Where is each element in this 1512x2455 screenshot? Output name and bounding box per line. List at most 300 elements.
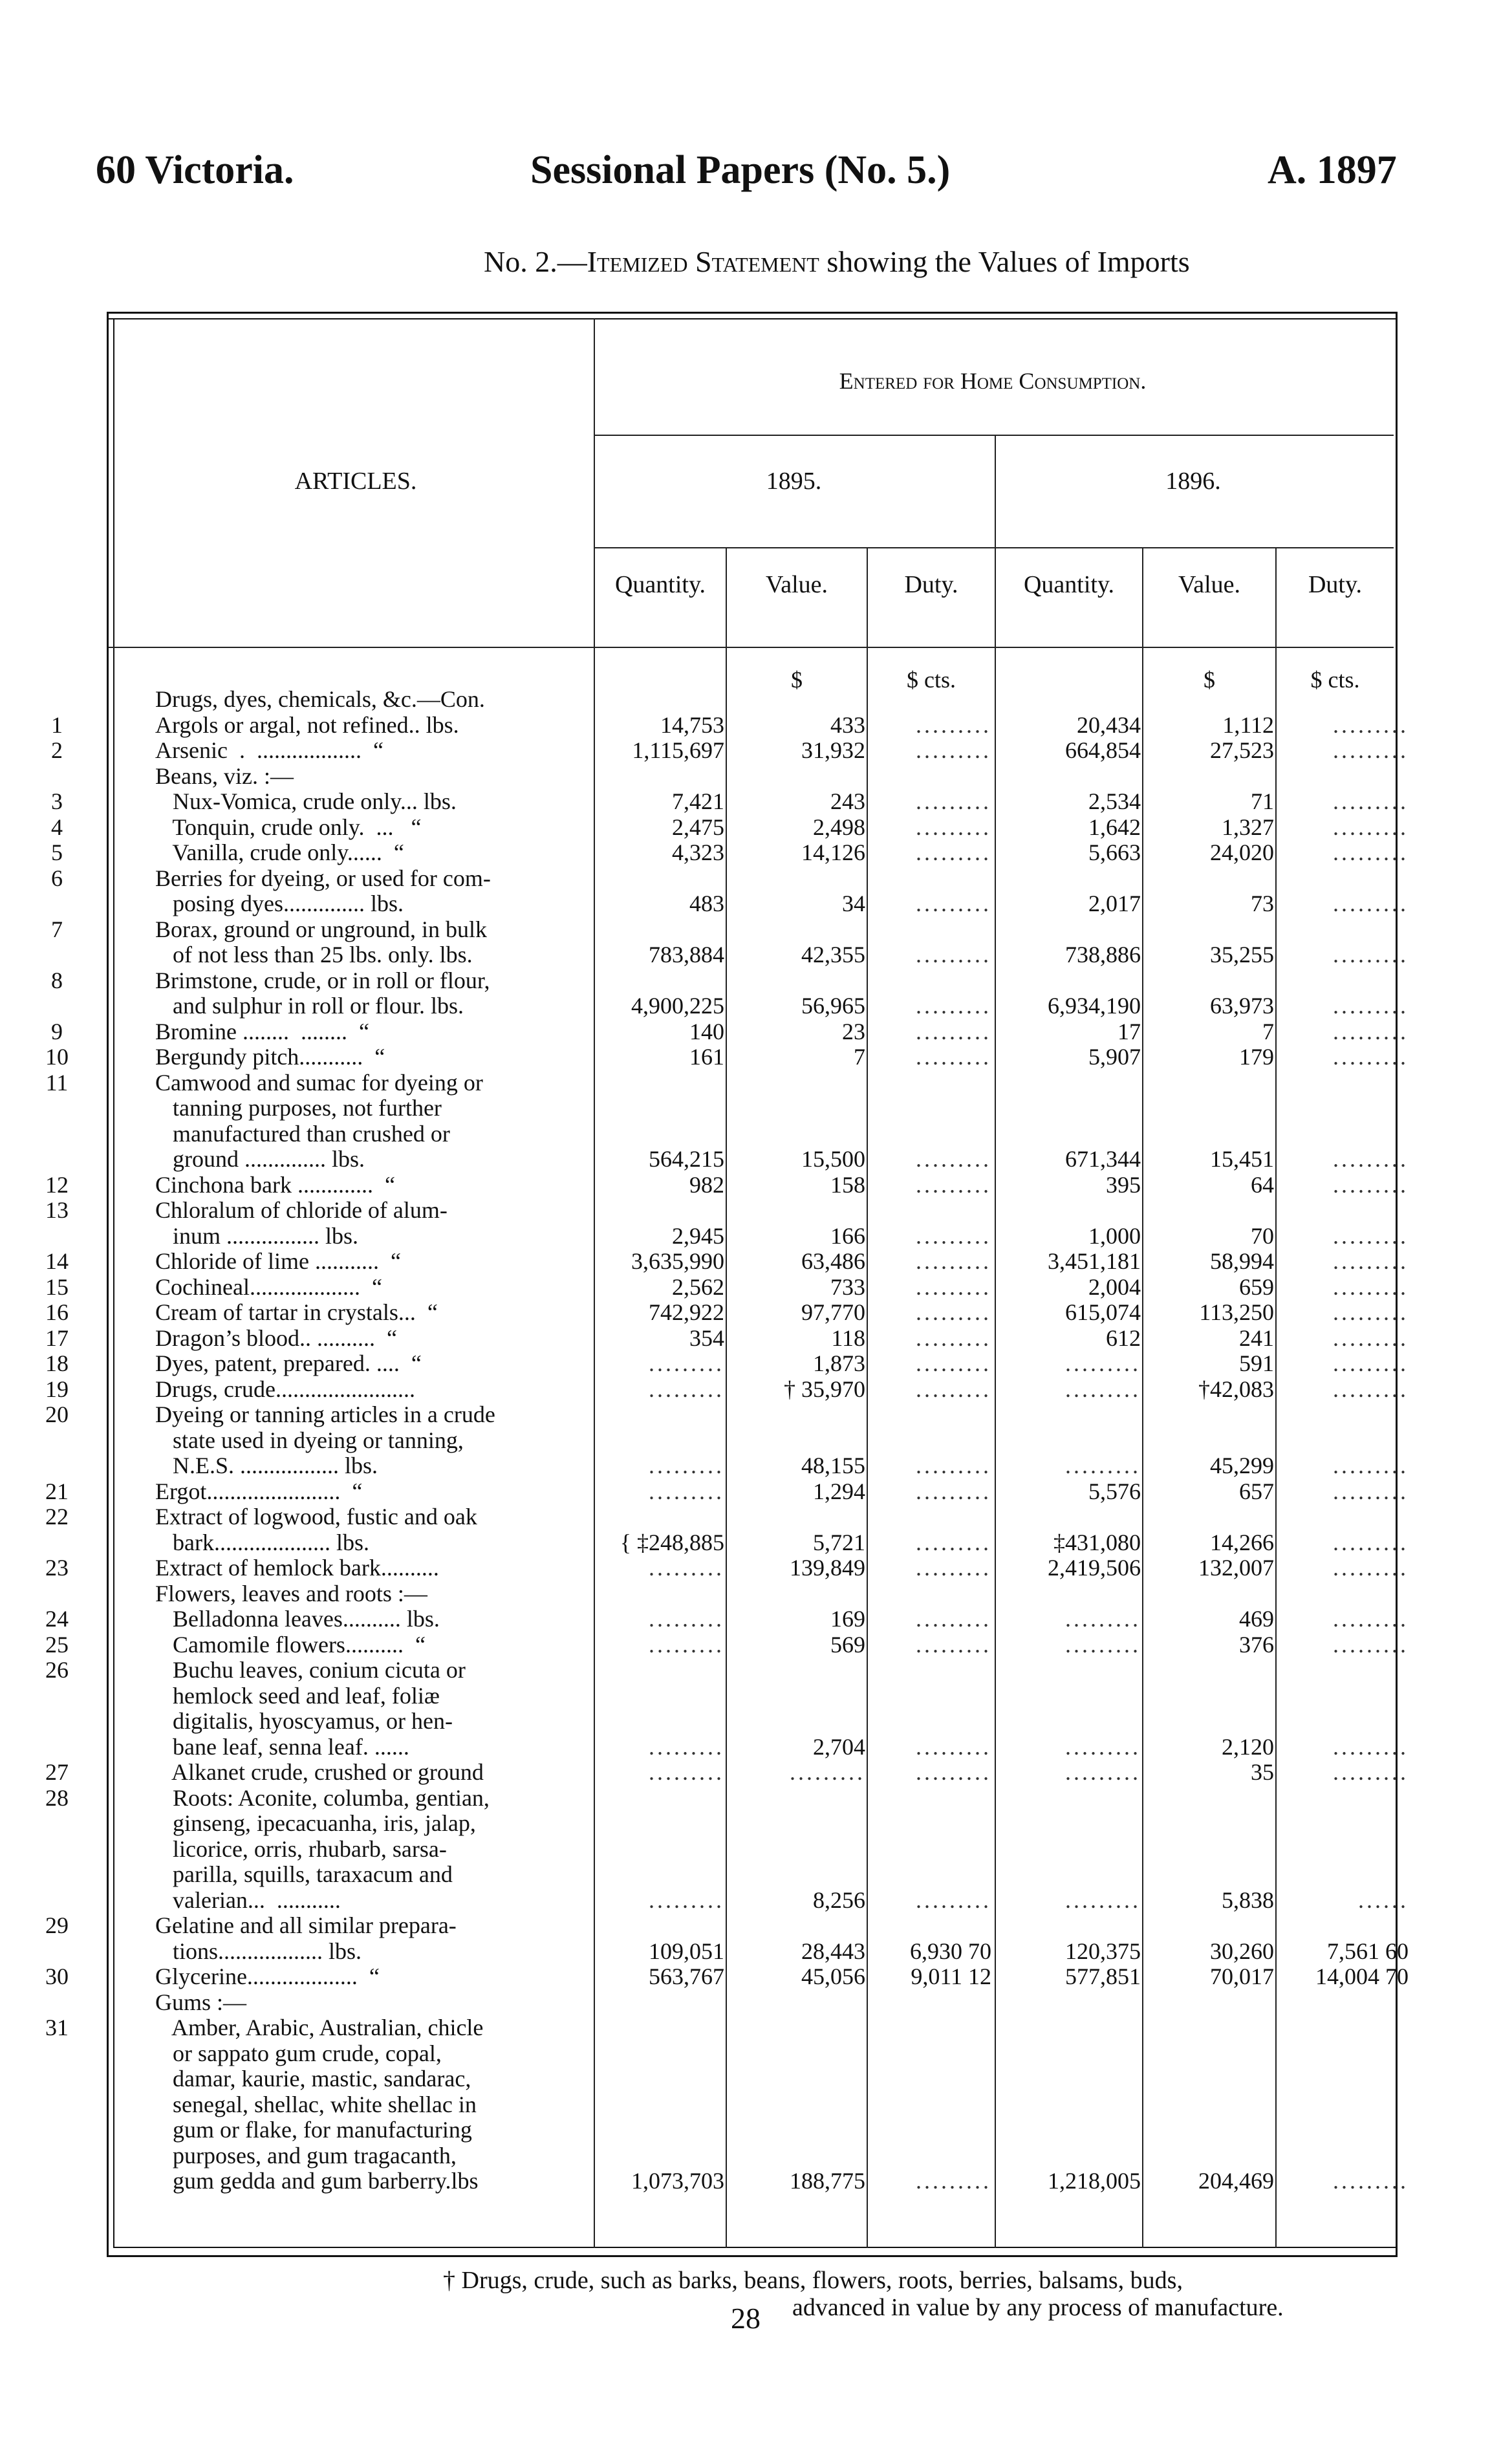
table-row xyxy=(0,1606,1512,1632)
article-line: Arsenic . .................. “ xyxy=(155,737,383,763)
quantity-1895: ......... xyxy=(649,1733,724,1760)
value-1896: 58,994 xyxy=(1210,1248,1274,1274)
value-1895: 34 xyxy=(842,891,865,916)
quantity-1895: 982 xyxy=(689,1171,724,1198)
row-number: 9 xyxy=(51,1018,63,1044)
table-row xyxy=(0,815,1512,841)
article-line: Gums :— xyxy=(155,1989,247,2015)
quantity-1895: 2,945 xyxy=(672,1222,724,1249)
duty-1896: ......... xyxy=(1333,1222,1409,1249)
duty-1895: ......... xyxy=(916,1453,991,1478)
duty-1895: 6,930 70 xyxy=(910,1938,991,1964)
duty-1896: ......... xyxy=(1333,1146,1409,1172)
article-line: bane leaf, senna leaf. ...... xyxy=(155,1733,409,1760)
unit-duty-1896: $ cts. xyxy=(1310,667,1360,693)
article-description xyxy=(155,789,595,815)
article-line: parilla, squills, taraxacum and xyxy=(155,1861,453,1887)
article-line: tanning purposes, not further xyxy=(155,1095,442,1121)
article-description xyxy=(155,917,595,968)
table-row xyxy=(0,1300,1512,1326)
article-line: ground .............. lbs. xyxy=(155,1146,365,1172)
table-row xyxy=(0,738,1512,764)
value-1895: 5,721 xyxy=(813,1529,865,1555)
value-1896: 657 xyxy=(1239,1478,1274,1504)
table-row xyxy=(0,1990,1512,2016)
article-line: Ergot....................... “ xyxy=(155,1478,363,1504)
value-1895: 139,849 xyxy=(790,1555,865,1581)
value-1895: 31,932 xyxy=(801,737,865,763)
quantity-1896: 738,886 xyxy=(1065,942,1141,968)
article-line: manufactured than crushed or xyxy=(155,1120,450,1147)
duty-1895: ......... xyxy=(916,1018,991,1044)
duty-1895: ......... xyxy=(916,737,991,763)
article-line: gum or flake, for manufacturing xyxy=(155,2117,472,2143)
article-line: bark.................... lbs. xyxy=(155,1529,369,1555)
row-number: 27 xyxy=(45,1759,69,1785)
duty-1896: ......... xyxy=(1333,1759,1409,1785)
duty-1896: ......... xyxy=(1333,1631,1409,1658)
footnote xyxy=(443,2267,1387,2321)
header-rule xyxy=(594,435,1394,436)
article-description xyxy=(155,1377,595,1403)
article-line: Glycerine................... “ xyxy=(155,1963,380,1989)
article-description xyxy=(155,2015,595,2194)
value-1896: 35,255 xyxy=(1210,942,1274,968)
value-1895: 23 xyxy=(842,1018,865,1044)
table-row xyxy=(0,764,1512,790)
quantity-1896: 17 xyxy=(1118,1018,1141,1044)
value-1895: 1,873 xyxy=(813,1350,865,1376)
value-1896: 469 xyxy=(1239,1606,1274,1632)
value-1896: 70 xyxy=(1251,1222,1274,1249)
article-line: Chloralum of chloride of alum- xyxy=(155,1197,448,1223)
article-line: Extract of hemlock bark.......... xyxy=(155,1555,439,1581)
duty-1895: ......... xyxy=(916,1887,991,1913)
value-1896: 1,327 xyxy=(1222,814,1274,840)
quantity-1896: 671,344 xyxy=(1065,1146,1141,1172)
table-row xyxy=(0,1402,1512,1479)
table-row xyxy=(0,917,1512,968)
duty-1896: ......... xyxy=(1333,942,1409,968)
duty-1895: ......... xyxy=(916,1555,991,1581)
row-number: 19 xyxy=(45,1376,69,1402)
quantity-1895: 4,323 xyxy=(672,839,724,865)
article-line: damar, kaurie, mastic, sandarac, xyxy=(155,2066,471,2092)
row-number: 22 xyxy=(45,1504,69,1530)
value-1896: 24,020 xyxy=(1210,839,1274,865)
article-description xyxy=(155,1760,595,1786)
quantity-1896: ......... xyxy=(1065,1350,1141,1376)
value-1895: † 35,970 xyxy=(784,1376,865,1402)
article-line: Dyes, patent, prepared. .... “ xyxy=(155,1350,422,1376)
duty-1896: ......... xyxy=(1333,814,1409,840)
duty-1895: ......... xyxy=(916,1478,991,1504)
quantity-1895: 1,115,697 xyxy=(632,737,724,763)
article-description xyxy=(155,1786,595,1914)
article-line: and sulphur in roll or flour. lbs. xyxy=(155,993,464,1019)
value-1895: ......... xyxy=(790,1759,865,1785)
quantity-1896: 2,017 xyxy=(1088,891,1141,916)
row-number: 13 xyxy=(45,1197,69,1223)
quantity-1895: ......... xyxy=(649,1631,724,1658)
duty-1895: ......... xyxy=(916,1376,991,1402)
row-number: 18 xyxy=(45,1350,69,1376)
article-line: N.E.S. ................. lbs. xyxy=(155,1453,378,1478)
article-line: Chloride of lime ........... “ xyxy=(155,1248,401,1274)
article-line: purposes, and gum tragacanth, xyxy=(155,2142,457,2168)
article-line: Berries for dyeing, or used for com- xyxy=(155,865,491,891)
value-1896: 7 xyxy=(1262,1018,1274,1044)
table-row xyxy=(0,1479,1512,1505)
duty-1895: ......... xyxy=(916,993,991,1019)
value-1896: 35 xyxy=(1251,1759,1274,1785)
article-line: Borax, ground or unground, in bulk xyxy=(155,916,487,942)
value-1896: 45,299 xyxy=(1210,1453,1274,1478)
article-description xyxy=(155,1300,595,1326)
header-session: 60 Victoria. xyxy=(96,148,294,192)
quantity-1896: ‡431,080 xyxy=(1053,1529,1141,1555)
quantity-1895: ......... xyxy=(649,1606,724,1632)
header-rule xyxy=(594,547,1394,548)
duty-1895: ......... xyxy=(916,711,991,738)
duty-1895: ......... xyxy=(916,1299,991,1325)
row-number: 11 xyxy=(45,1069,69,1096)
quantity-1896: 5,663 xyxy=(1088,839,1141,865)
article-line: or sappato gum crude, copal, xyxy=(155,2040,442,2066)
duty-1896: ......... xyxy=(1333,788,1409,814)
value-1895: 7 xyxy=(854,1044,865,1070)
article-line: posing dyes.............. lbs. xyxy=(155,891,404,916)
duty-1896: ......... xyxy=(1333,993,1409,1019)
article-line: Cinchona bark ............. “ xyxy=(155,1171,395,1198)
quantity-1895: 783,884 xyxy=(649,942,724,968)
duty-1896: ......... xyxy=(1333,1248,1409,1274)
value-1896: 204,469 xyxy=(1198,2168,1274,2194)
header-rule xyxy=(109,647,1394,648)
quantity-1895: 483 xyxy=(689,891,724,916)
duty-1896: ......... xyxy=(1333,1606,1409,1632)
duty-1895: ......... xyxy=(916,1248,991,1274)
subheader-quantity-1895: Quantity. xyxy=(614,571,706,598)
value-1895: 188,775 xyxy=(790,2168,865,2194)
table-row xyxy=(0,1377,1512,1403)
value-1895: 569 xyxy=(830,1631,865,1658)
unit-duty-1895: $ cts. xyxy=(907,667,956,693)
table-row xyxy=(0,1658,1512,1760)
table-row xyxy=(0,840,1512,866)
row-number: 17 xyxy=(45,1325,69,1351)
value-1896: 5,838 xyxy=(1222,1887,1274,1913)
duty-1896: ......... xyxy=(1333,1044,1409,1070)
article-description xyxy=(155,840,595,866)
article-line: Tonquin, crude only. ... “ xyxy=(155,814,422,840)
duty-1896: ......... xyxy=(1333,891,1409,916)
article-line: gum gedda and gum barberry.lbs xyxy=(155,2168,479,2194)
duty-1895: ......... xyxy=(916,1733,991,1760)
quantity-1896: 1,642 xyxy=(1088,814,1141,840)
duty-1895: ......... xyxy=(916,1529,991,1555)
duty-1895: ......... xyxy=(916,891,991,916)
article-line: valerian... ........... xyxy=(155,1887,341,1913)
value-1895: 45,056 xyxy=(801,1963,865,1989)
table-row xyxy=(0,713,1512,739)
row-number: 10 xyxy=(45,1044,69,1070)
table-row xyxy=(0,687,1512,713)
duty-1895: ......... xyxy=(916,2168,991,2194)
table-row xyxy=(0,866,1512,917)
table-row xyxy=(0,1504,1512,1555)
value-1895: 8,256 xyxy=(813,1887,865,1913)
frame-rule xyxy=(113,2247,1398,2248)
row-number: 5 xyxy=(51,839,63,865)
duty-1895: ......... xyxy=(916,1606,991,1632)
article-description xyxy=(155,866,595,917)
quantity-1895: ......... xyxy=(649,1759,724,1785)
value-1896: 659 xyxy=(1239,1273,1274,1300)
quantity-1896: 2,419,506 xyxy=(1048,1555,1141,1581)
article-line: Cream of tartar in crystals... “ xyxy=(155,1299,438,1325)
row-number: 16 xyxy=(45,1299,69,1325)
value-1896: 15,451 xyxy=(1210,1146,1274,1172)
duty-1895: ......... xyxy=(916,942,991,968)
duty-1896: ......... xyxy=(1333,1299,1409,1325)
article-description xyxy=(155,1555,595,1581)
table-row xyxy=(0,1249,1512,1275)
quantity-1896: 1,218,005 xyxy=(1048,2168,1141,2194)
value-1896: 113,250 xyxy=(1199,1299,1274,1325)
row-number: 24 xyxy=(45,1606,69,1632)
article-line: Alkanet crude, crushed or ground xyxy=(155,1759,484,1785)
table-row xyxy=(0,1044,1512,1070)
duty-1896: ......... xyxy=(1333,711,1409,738)
article-description xyxy=(155,1249,595,1275)
article-description xyxy=(155,1019,595,1045)
row-number: 14 xyxy=(45,1248,69,1274)
article-line: Argols or argal, not refined.. lbs. xyxy=(155,711,459,738)
row-number: 29 xyxy=(45,1912,69,1938)
value-1895: 169 xyxy=(830,1606,865,1632)
article-description xyxy=(155,1658,595,1760)
value-1896: 27,523 xyxy=(1210,737,1274,763)
articles-header: ARTICLES. xyxy=(294,468,417,495)
subheader-duty-1896: Duty. xyxy=(1308,571,1363,598)
table-row xyxy=(0,1913,1512,1964)
row-number: 6 xyxy=(51,865,63,891)
duty-1895: ......... xyxy=(916,814,991,840)
quantity-1895: ......... xyxy=(649,1555,724,1581)
duty-1895: ......... xyxy=(916,788,991,814)
row-number: 21 xyxy=(45,1478,69,1504)
table-row xyxy=(0,1581,1512,1607)
duty-1896: ......... xyxy=(1333,1478,1409,1504)
article-description xyxy=(155,687,595,713)
article-description xyxy=(155,815,595,841)
article-description xyxy=(155,1581,595,1607)
duty-1896: ......... xyxy=(1333,1733,1409,1760)
value-1895: 2,704 xyxy=(813,1733,865,1760)
row-number: 30 xyxy=(45,1963,69,1989)
article-line: Cochineal................... “ xyxy=(155,1273,382,1300)
article-line: tions.................. lbs. xyxy=(155,1938,362,1964)
quantity-1895: 4,900,225 xyxy=(631,993,724,1019)
row-number: 23 xyxy=(45,1555,69,1581)
article-description xyxy=(155,713,595,739)
row-number: 4 xyxy=(51,814,63,840)
duty-1895: ......... xyxy=(916,1325,991,1351)
quantity-1895: 7,421 xyxy=(672,788,724,814)
duty-1896: ......... xyxy=(1333,1529,1409,1555)
article-description xyxy=(155,764,595,790)
article-line: Dyeing or tanning articles in a crude xyxy=(155,1401,495,1427)
quantity-1895: ......... xyxy=(649,1350,724,1376)
value-1895: 243 xyxy=(830,788,865,814)
value-1896: †42,083 xyxy=(1198,1376,1274,1402)
article-line: Buchu leaves, conium cicuta or xyxy=(155,1657,466,1683)
duty-1896: ......... xyxy=(1333,1018,1409,1044)
quantity-1895: 354 xyxy=(689,1325,724,1351)
value-1895: 15,500 xyxy=(801,1146,865,1172)
quantity-1896: ......... xyxy=(1065,1376,1141,1402)
article-description xyxy=(155,1632,595,1658)
frame-rule xyxy=(107,318,1398,319)
row-number: 12 xyxy=(45,1171,69,1198)
table-row xyxy=(0,1198,1512,1249)
article-line: Camomile flowers.......... “ xyxy=(155,1631,426,1658)
table-row xyxy=(0,1070,1512,1173)
article-line: digitalis, hyoscyamus, or hen- xyxy=(155,1708,453,1734)
article-line: Drugs, crude........................ xyxy=(155,1376,415,1402)
duty-1896: 14,004 70 xyxy=(1315,1963,1409,1989)
entered-header: Entered for Home Consumption. xyxy=(839,368,1147,394)
value-1896: 132,007 xyxy=(1198,1555,1274,1581)
value-1896: 376 xyxy=(1239,1631,1274,1658)
footnote-line-1: † Drugs, crude, such as barks, beans, flowers, roots, berries, balsams, buds, xyxy=(443,2267,1183,2294)
row-number: 8 xyxy=(51,967,63,993)
duty-1895: ......... xyxy=(916,1146,991,1172)
quantity-1895: 2,562 xyxy=(672,1273,724,1300)
duty-1896: ...... xyxy=(1358,1887,1409,1913)
quantity-1895: ......... xyxy=(649,1887,724,1913)
quantity-1896: ......... xyxy=(1065,1631,1141,1658)
quantity-1895: 161 xyxy=(689,1044,724,1070)
quantity-1895: 563,767 xyxy=(649,1963,724,1989)
quantity-1896: 5,576 xyxy=(1088,1478,1141,1504)
article-line: Brimstone, crude, or in roll or flour, xyxy=(155,967,490,993)
value-1895: 63,486 xyxy=(801,1248,865,1274)
row-number: 3 xyxy=(51,788,63,814)
article-line: ginseng, ipecacuanha, iris, jalap, xyxy=(155,1810,476,1836)
value-1896: 591 xyxy=(1239,1350,1274,1376)
table-row xyxy=(0,1555,1512,1581)
duty-1895: ......... xyxy=(916,1350,991,1376)
table-row xyxy=(0,1275,1512,1301)
duty-1896: ......... xyxy=(1333,737,1409,763)
value-1895: 48,155 xyxy=(801,1453,865,1478)
value-1896: 73 xyxy=(1251,891,1274,916)
article-description xyxy=(155,1173,595,1198)
duty-1896: ......... xyxy=(1333,1376,1409,1402)
quantity-1896: ......... xyxy=(1065,1887,1141,1913)
article-line: Belladonna leaves.......... lbs. xyxy=(155,1606,440,1632)
quantity-1896: 20,434 xyxy=(1077,711,1141,738)
article-description xyxy=(155,1044,595,1070)
article-line: inum ................ lbs. xyxy=(155,1222,359,1249)
unit-value-1896: $ xyxy=(1204,667,1215,693)
table-row xyxy=(0,1019,1512,1045)
row-number: 15 xyxy=(45,1273,69,1300)
article-line: Roots: Aconite, columba, gentian, xyxy=(155,1784,490,1811)
value-1896: 70,017 xyxy=(1210,1963,1274,1989)
quantity-1896: 5,907 xyxy=(1088,1044,1141,1070)
value-1895: 2,498 xyxy=(813,814,865,840)
quantity-1896: ......... xyxy=(1065,1453,1141,1478)
table-row xyxy=(0,1964,1512,1990)
duty-1895: ......... xyxy=(916,1273,991,1300)
duty-1895: ......... xyxy=(916,1171,991,1198)
subheader-value-1896: Value. xyxy=(1178,571,1241,598)
article-line: of not less than 25 lbs. only. lbs. xyxy=(155,942,473,968)
value-1895: 433 xyxy=(830,711,865,738)
duty-1895: 9,011 12 xyxy=(911,1963,991,1989)
value-1895: 97,770 xyxy=(801,1299,865,1325)
header-title: Sessional Papers (No. 5.) xyxy=(530,148,951,192)
subheader-value-1895: Value. xyxy=(765,571,828,598)
duty-1895: ......... xyxy=(916,1759,991,1785)
table-body xyxy=(0,687,1512,2194)
table-subtitle: No. 2.—Itemized Statement showing the Values of Imports xyxy=(484,245,1190,278)
row-number: 20 xyxy=(45,1401,69,1427)
quantity-1896: ......... xyxy=(1065,1606,1141,1632)
row-number: 31 xyxy=(45,2015,69,2040)
quantity-1896: 6,934,190 xyxy=(1048,993,1141,1019)
quantity-1895: 1,073,703 xyxy=(631,2168,724,2194)
row-number: 25 xyxy=(45,1631,69,1658)
article-line: Extract of logwood, fustic and oak xyxy=(155,1504,477,1530)
quantity-1896: 664,854 xyxy=(1065,737,1141,763)
quantity-1896: 395 xyxy=(1106,1171,1141,1198)
article-line: Bergundy pitch........... “ xyxy=(155,1044,385,1070)
duty-1895: ......... xyxy=(916,839,991,865)
quantity-1896: 612 xyxy=(1106,1325,1141,1351)
article-line: hemlock seed and leaf, foliæ xyxy=(155,1682,440,1709)
quantity-1895: ......... xyxy=(649,1376,724,1402)
article-description xyxy=(155,1990,595,2016)
article-description xyxy=(155,1070,595,1173)
article-description xyxy=(155,1964,595,1990)
row-number: 1 xyxy=(51,711,63,738)
quantity-1896: 1,000 xyxy=(1088,1222,1141,1249)
quantity-1895: 564,215 xyxy=(649,1146,724,1172)
article-description xyxy=(155,738,595,764)
article-line: Drugs, dyes, chemicals, &c.—Con. xyxy=(155,686,485,712)
quantity-1896: 615,074 xyxy=(1065,1299,1141,1325)
quantity-1895: 140 xyxy=(689,1018,724,1044)
footnote-line-2: advanced in value by any process of manufacture. xyxy=(792,2294,1284,2321)
duty-1896: ......... xyxy=(1333,1171,1409,1198)
subheader-quantity-1896: Quantity. xyxy=(1023,571,1114,598)
article-description xyxy=(155,1913,595,1964)
table-row xyxy=(0,1351,1512,1377)
article-line: Nux-Vomica, crude only... lbs. xyxy=(155,788,457,814)
table-row xyxy=(0,2015,1512,2194)
quantity-1895: ......... xyxy=(649,1453,724,1478)
unit-value-1895: $ xyxy=(791,667,803,693)
value-1895: 14,126 xyxy=(801,839,865,865)
quantity-1896: 3,451,181 xyxy=(1048,1248,1141,1274)
duty-1896: ......... xyxy=(1333,1350,1409,1376)
quantity-1896: 120,375 xyxy=(1065,1938,1141,1964)
article-description xyxy=(155,1275,595,1301)
